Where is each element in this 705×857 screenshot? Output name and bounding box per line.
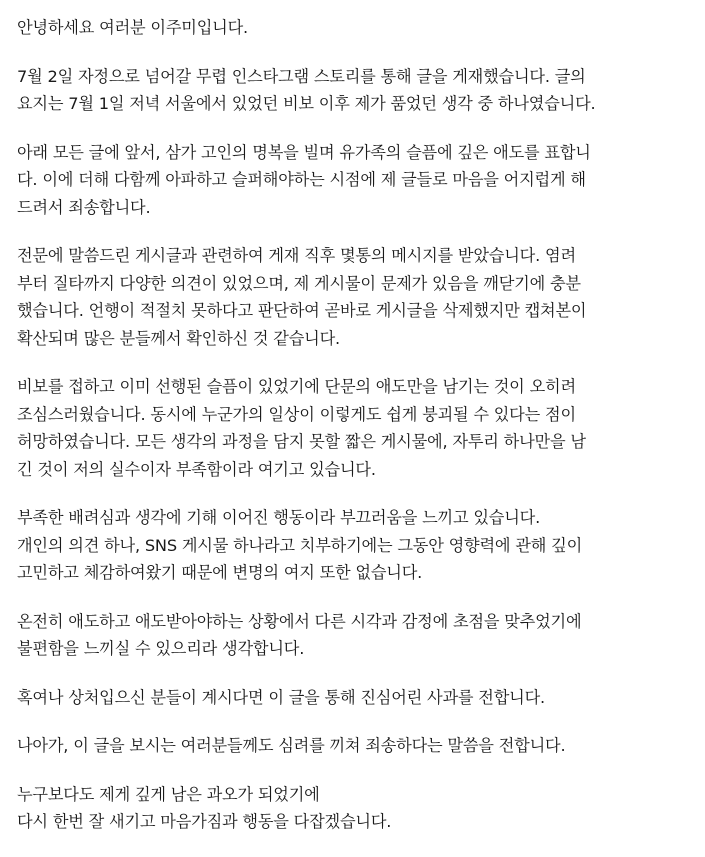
- text-line: 다시 한번 잘 새기고 마음가짐과 행동을 다잡겠습니다.: [17, 812, 392, 831]
- text-line: 불편함을 느끼실 수 있으리라 생각합니다.: [17, 639, 305, 658]
- paragraph-greeting: [17, 14, 693, 42]
- paragraph-closing: [17, 781, 693, 836]
- paragraph-discomfort: [17, 608, 693, 663]
- text-line: 드려서 죄송합니다.: [17, 197, 151, 217]
- paragraph-condolence: [17, 139, 693, 222]
- text-line: 요지는 7월 1일 저녁 서울에서 있었던 비보 이후 제가 품었던 생각 중 하나였습니다.: [17, 94, 596, 113]
- paragraph-apology: [17, 684, 693, 712]
- text-line: 누구보다도 제게 깊게 남은 과오가 되었기에: [17, 784, 320, 804]
- text-line: 확산되며 많은 분들께서 확인하신 것 같습니다.: [17, 328, 340, 348]
- text-line: 혹여나 상처입으신 분들이 계시다면 이 글을 통해 진심어린 사과를 전합니다.: [17, 687, 546, 707]
- paragraph-context: [17, 63, 693, 118]
- paragraph-apology-readers: [17, 732, 693, 760]
- paragraph-shame: [17, 504, 693, 587]
- text-line: 고민하고 체감하여왔기 때문에 변명의 여지 또한 없습니다.: [17, 563, 423, 582]
- text-line: 아래 모든 글에 앞서, 삼가 고인의 명복을 빌며 유가족의 슬픔에 깊은 애도를 표합니: [17, 142, 591, 162]
- text-line: 부터 질타까지 다양한 의견이 있었으며, 제 게시물이 문제가 있음을 깨닫기에 충분: [17, 273, 581, 293]
- text-line: 허망하였습니다. 모든 생각의 과정을 담지 못할 짧은 게시물에, 자투리 하나만을 남: [17, 432, 586, 451]
- text-line: 전문에 말씀드린 게시글과 관련하여 게재 직후 몇통의 메시지를 받았습니다. 염려: [17, 246, 576, 265]
- text-line: 개인의 의견 하나, SNS 게시물 하나라고 치부하기에는 그동안 영향력에 관해 깊이: [17, 535, 583, 555]
- text-line: 비보를 접하고 이미 선행된 슬픔이 있었기에 단문의 애도만을 남기는 것이 오히려: [17, 377, 576, 396]
- text-line: 부족한 배려심과 생각에 기해 이어진 행동이라 부끄러움을 느끼고 있습니다.: [17, 508, 541, 527]
- paragraph-reflection: [17, 373, 693, 483]
- apology-document: [17, 14, 693, 857]
- text-line: 온전히 애도하고 애도받아야하는 상황에서 다른 시각과 감정에 초점을 맞추었기에: [17, 611, 582, 631]
- text-line: 조심스러웠습니다. 동시에 누군가의 일상이 이렇게도 쉽게 붕괴될 수 있다는 점이: [17, 404, 576, 424]
- text-line: 다. 이에 더해 다함께 아파하고 슬퍼해야하는 시점에 제 글들로 마음을 어지럽게 해: [17, 170, 586, 189]
- paragraph-reaction: [17, 242, 693, 352]
- text-line: 긴 것이 저의 실수이자 부족함이라 여기고 있습니다.: [17, 459, 376, 479]
- text-line: 안녕하세요 여러분 이주미입니다.: [17, 18, 248, 37]
- text-line: 7월 2일 자정으로 넘어갈 무렵 인스타그램 스토리를 통해 글을 게재했습니다. 글의: [17, 66, 586, 86]
- text-line: 했습니다. 언행이 적절치 못하다고 판단하여 곧바로 게시글을 삭제했지만 캡쳐본이: [17, 301, 587, 320]
- text-line: 나아가, 이 글을 보시는 여러분들께도 심려를 끼쳐 죄송하다는 말씀을 전합니다.: [17, 736, 566, 755]
